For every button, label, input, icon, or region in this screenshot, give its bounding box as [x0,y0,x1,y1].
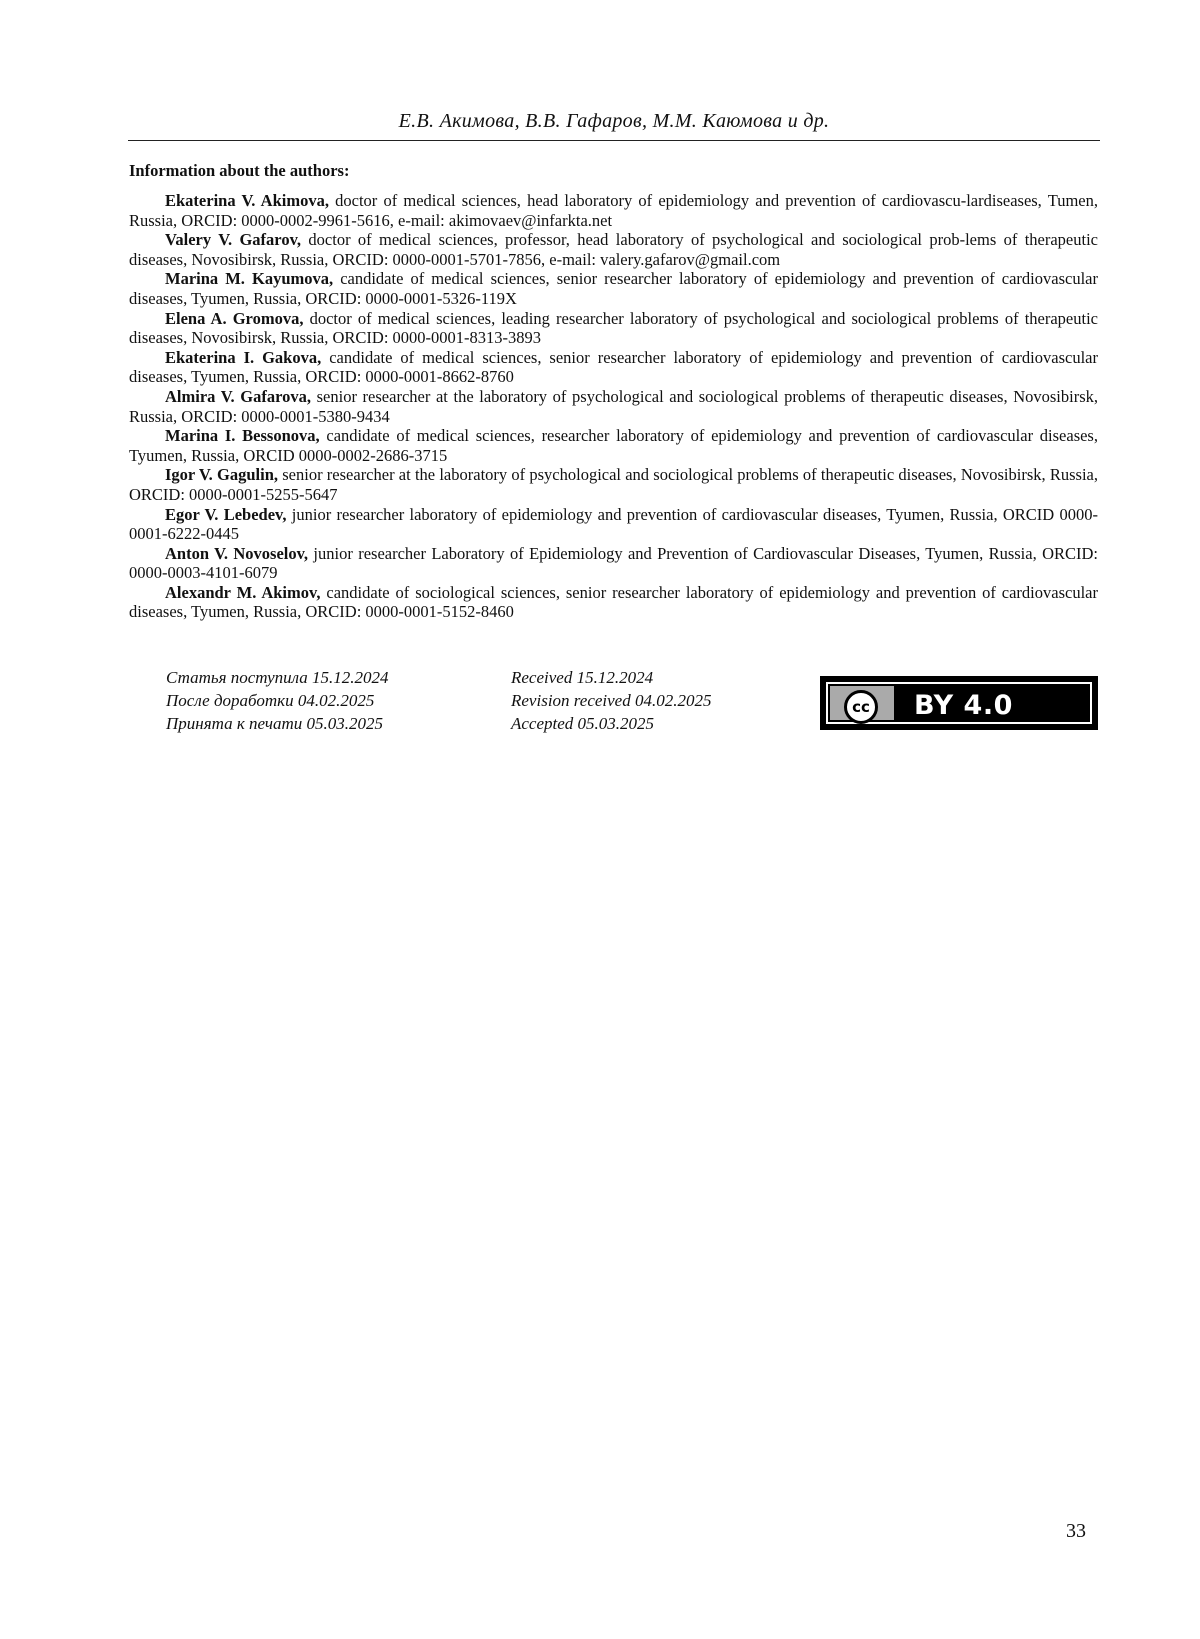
author-entry [129,191,1098,230]
author-entry [129,387,1098,426]
author-details: senior researcher at the laboratory of psychological and sociological problems of therapeutic diseases, Novosibirsk, Russia, ORCID: 0000-0001-5255-5647 [129,465,1098,504]
date-revised-ru: После доработки 04.02.2025 [166,691,375,710]
author-details: senior researcher at the laboratory of psychological and sociological problems of therapeutic diseases, Novosibirsk, Russia, ORCID: 0000-0001-5380-9434 [129,386,1099,426]
cc-badge-left [830,686,894,720]
date-accepted-ru: Принята к печати 05.03.2025 [166,714,384,733]
author-entry [129,348,1098,387]
authors-list [129,191,1098,622]
author-details: doctor of medical sciences, professor, head laboratory of psychological and sociological prob-lems of therapeutic diseases, Novosibirsk, Russia, ORCID: 0000-0001-5701-7856, e-mail: valery.gafarov@gmail.com [129,230,1098,269]
author-details: candidate of sociological sciences, senior researcher laboratory of epidemiology and prevention of cardiovascular diseases, Tyumen, Russia, ORCID: 0000-0001-5152-8460 [129,582,1098,622]
author-name: Ekaterina I. Gakova, [165,347,322,367]
cc-license-badge[interactable] [820,676,1098,730]
author-name: Egor V. Lebedev, [165,504,287,524]
author-entry [129,505,1098,544]
dates-russian [166,666,389,735]
author-entry [129,309,1098,348]
author-entry [129,426,1098,465]
author-entry [129,269,1098,308]
dates-english [511,666,711,735]
cc-badge-inner [826,682,1092,724]
header-rule [128,140,1100,141]
author-name: Marina I. Bessonova, [165,426,320,446]
author-details: doctor of medical sciences, head laboratory of epidemiology and prevention of cardiovascu-lardiseases, Tumen, Russia, ORCID: 0000-0002-9961-5616, e-mail: akimovaev@infarkta.net [129,191,1098,230]
author-name: Elena A. Gromova, [165,308,304,328]
author-name: Igor V. Gagulin, [165,465,279,485]
page-number: 33 [1066,1520,1086,1542]
author-name: Anton V. Novoselov, [165,543,309,563]
author-details: candidate of medical sciences, senior researcher laboratory of epidemiology and prevention of cardiovascular diseases, Tyumen, Russia, ORCID: 0000-0001-8662-8760 [129,347,1098,387]
cc-badge-text: BY 4.0 [914,690,1013,721]
author-details: candidate of medical sciences, senior researcher laboratory of epidemiology and prevention of cardiovascular diseases, Tyumen, Russia, ORCID: 0000-0001-5326-119X [129,269,1098,308]
author-entry [129,465,1098,504]
author-name: Alexandr M. Akimov, [165,582,321,602]
cc-icon: cc [844,690,878,724]
author-name: Ekaterina V. Akimova, [165,191,329,210]
date-accepted-en: Accepted 05.03.2025 [511,714,655,733]
author-details: doctor of medical sciences, leading researcher laboratory of psychological and sociological problems of therapeutic diseases, Novosibirsk, Russia, ORCID: 0000-0001-8313-3893 [129,308,1099,348]
author-entry [129,230,1098,269]
author-entry [129,583,1098,622]
author-name: Almira V. Gafarova, [165,386,311,406]
date-received-ru: Статья поступила 15.12.2024 [166,668,389,687]
date-revised-en: Revision received 04.02.2025 [511,691,712,710]
author-entry [129,544,1098,583]
author-details: junior researcher Laboratory of Epidemiology and Prevention of Cardiovascular Diseases, Tyumen, Russia, ORCID: 0000-0003-4101-6079 [129,543,1098,583]
author-name: Valery V. Gafarov, [165,230,302,250]
author-details: junior researcher laboratory of epidemiology and prevention of cardiovascular diseases, Tyumen, Russia, ORCID 0000-0001-6222-0445 [129,504,1098,544]
section-title: Information about the authors: [129,161,350,180]
date-received-en: Received 15.12.2024 [511,668,654,687]
running-head: Е.В. Акимова, В.В. Гафаров, М.М. Каюмова и др. [398,110,830,132]
author-details: candidate of medical sciences, researcher laboratory of epidemiology and prevention of cardiovascular diseases, Tyumen, Russia, ORCID 0000-0002-2686-3715 [129,426,1098,465]
author-name: Marina M. Kayumova, [165,269,334,289]
